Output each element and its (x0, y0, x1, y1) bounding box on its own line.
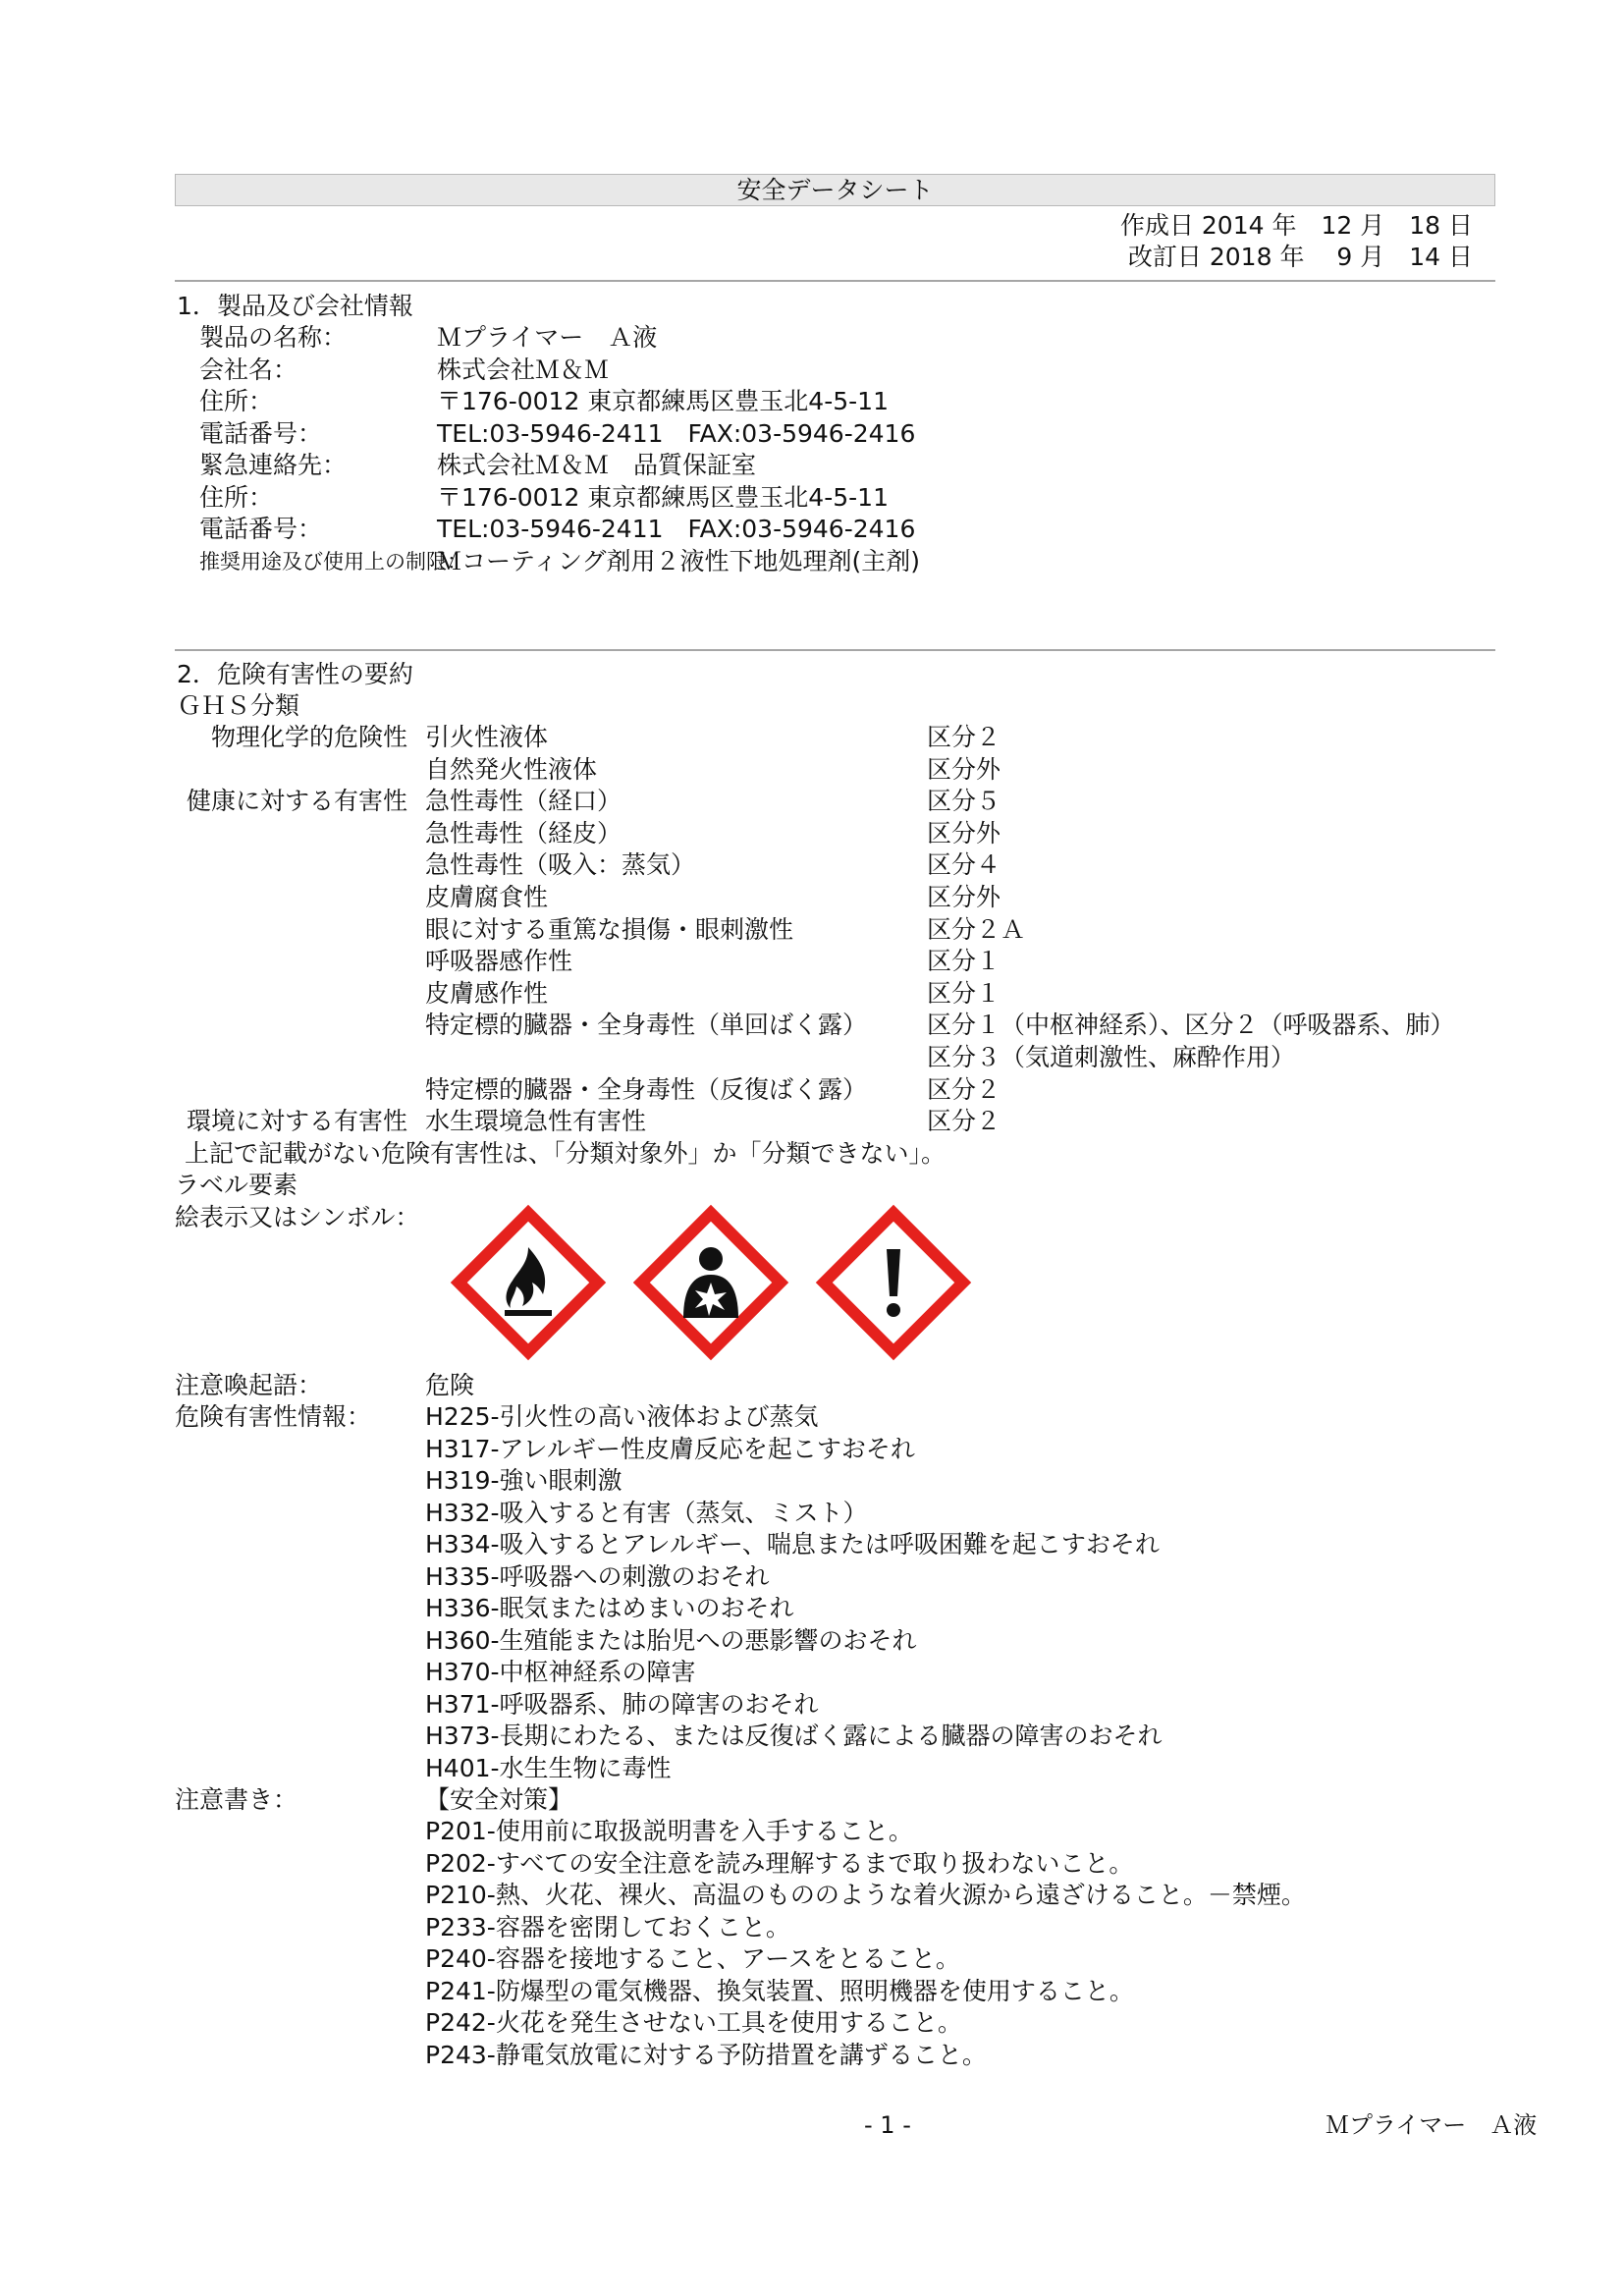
ghs-class-hazard: 眼に対する重篤な損傷・眼刺激性 (425, 914, 794, 944)
ghs-class-category: 区分外 (927, 754, 1001, 784)
ghs-class-category: 区分２ (927, 1074, 1001, 1104)
ghs-class-hazard: 皮膚腐食性 (425, 883, 549, 911)
precaution-label: 注意書き： (175, 1785, 298, 1814)
ghs-class-group: 環境に対する有害性 (186, 1107, 407, 1136)
company-info-value: 〒176-0012 東京都練馬区豊玉北4-5-11 (437, 482, 889, 512)
ghs-class-category: 区分３（気道刺激性、麻酔作用） (927, 1043, 1296, 1071)
precaution-statement: P210-熱、火花、裸火、高温のもののような着火源から遠ざけること。－禁煙。 (425, 1881, 1306, 1909)
document-title: 安全データシート (175, 174, 1495, 206)
hazard-statement: H225-引火性の高い液体および蒸気 (425, 1402, 819, 1431)
ghs-class-category: 区分２ (927, 1107, 1001, 1136)
precaution-statement: P242-火花を発生させない工具を使用すること。 (425, 2008, 962, 2037)
hazard-statement: H401-水生生物に毒性 (425, 1753, 672, 1782)
precaution-statement: P202-すべての安全注意を読み理解するまで取り扱わないこと。 (425, 1848, 1134, 1878)
revised-date: 改訂日 2018 年 9 月 14 日 (1127, 243, 1473, 271)
ghs-class-category: 区分外 (927, 818, 1001, 847)
hazard-info-label: 危険有害性情報： (175, 1402, 372, 1431)
ghs-class-hazard: 特定標的臓器・全身毒性（単回ばく露） (425, 1011, 868, 1040)
ghs-class-category: 区分２ (927, 723, 1001, 751)
ghs-class-hazard: 急性毒性（経皮） (425, 818, 622, 847)
ghs-class-category: 区分１（中枢神経系）、区分２（呼吸器系、肺） (927, 1011, 1455, 1040)
ghs-class-category: 区分２Ａ (927, 914, 1026, 944)
precaution-statement: P243-静電気放電に対する予防措置を講ずること。 (425, 2040, 987, 2069)
ghs-class-hazard: 呼吸器感作性 (425, 947, 573, 976)
pictogram-label: 絵表示又はシンボル： (175, 1203, 420, 1231)
signal-word: 危険 (425, 1371, 475, 1399)
ghs-class-hazard: 水生環境急性有害性 (425, 1107, 647, 1136)
precaution-statement: P201-使用前に取扱説明書を入手すること。 (425, 1817, 913, 1845)
flame-icon (450, 1204, 607, 1361)
company-info-value: TEL:03-5946-2411 FAX:03-5946-2416 (437, 515, 916, 543)
hazard-statement: H370-中枢神経系の障害 (425, 1658, 696, 1686)
company-info-label: 会社名： (199, 355, 298, 384)
precaution-statement: P233-容器を密閉しておくこと。 (425, 1912, 790, 1941)
ghs-class-hazard: 特定標的臓器・全身毒性（反復ばく露） (425, 1074, 868, 1104)
ghs-class-category: 区分４ (927, 850, 1001, 880)
divider (175, 649, 1495, 651)
precaution-statement: P241-防爆型の電気機器、換気装置、照明機器を使用すること。 (425, 1976, 1134, 2005)
company-info-label: 住所： (199, 482, 274, 512)
ghs-class-hazard: 引火性液体 (425, 723, 549, 751)
hazard-statement: H319-強い眼刺激 (425, 1466, 622, 1495)
ghs-class-hazard: 急性毒性（経口） (425, 787, 622, 816)
company-info-value: 株式会社Ｍ＆Ｍ (437, 355, 610, 384)
exclamation-icon (815, 1204, 972, 1361)
divider (175, 280, 1495, 282)
company-info-label: 住所： (199, 387, 274, 415)
company-info-value: 株式会社Ｍ＆Ｍ 品質保証室 (437, 451, 757, 479)
section1-heading: 1．製品及び会社情報 (177, 292, 413, 320)
health-hazard-icon (632, 1204, 789, 1361)
hazard-statement: H317-アレルギー性皮膚反応を起こすおそれ (425, 1434, 915, 1463)
company-info-value: TEL:03-5946-2411 FAX:03-5946-2416 (437, 418, 916, 448)
section2-heading: 2．危険有害性の要約 (177, 660, 413, 688)
precaution-statement: P240-容器を接地すること、アースをとること。 (425, 1944, 960, 1973)
company-info-value: Ｍプライマー Ａ液 (437, 323, 658, 352)
hazard-statement: H334-吸入するとアレルギー、喘息または呼吸困難を起こすおそれ (425, 1530, 1160, 1558)
precaution-heading: 【安全対策】 (425, 1785, 573, 1814)
signal-word-label: 注意喚起語： (175, 1371, 323, 1399)
hazard-statement: H335-呼吸器への刺激のおそれ (425, 1561, 770, 1591)
ghs-heading: ＧＨＳ分類 (177, 691, 300, 720)
page-number: - 1 - (864, 2111, 911, 2139)
created-date: 作成日 2014 年 12 月 18 日 (1119, 211, 1473, 240)
hazard-statement: H336-眠気またはめまいのおそれ (425, 1594, 794, 1622)
label-elements-heading: ラベル要素 (175, 1171, 298, 1199)
ghs-class-hazard: 皮膚感作性 (425, 978, 549, 1008)
ghs-class-category: 区分５ (927, 787, 1001, 816)
company-info-label: 推奨用途及び使用上の制限： (199, 549, 467, 574)
hazard-statement: H371-呼吸器系、肺の障害のおそれ (425, 1689, 819, 1719)
hazard-statement: H332-吸入すると有害（蒸気、ミスト） (425, 1498, 868, 1527)
ghs-class-category: 区分外 (927, 883, 1001, 911)
company-info-label: 電話番号： (199, 418, 323, 448)
company-info-label: 製品の名称： (199, 323, 348, 352)
company-info-value: 〒176-0012 東京都練馬区豊玉北4-5-11 (437, 387, 889, 415)
company-info-label: 緊急連絡先： (199, 451, 348, 479)
hazard-statement: H373-長期にわたる、または反復ばく露による臓器の障害のおそれ (425, 1722, 1163, 1750)
ghs-class-hazard: 急性毒性（吸入：蒸気） (425, 850, 696, 880)
ghs-class-hazard: 自然発火性液体 (425, 754, 598, 784)
ghs-class-category: 区分１ (927, 978, 1001, 1008)
footer-product-name: Ｍプライマー Ａ液 (1325, 2111, 1538, 2139)
company-info-label: 電話番号： (199, 515, 323, 543)
company-info-value: Ｍコーティング剤用２液性下地処理剤(主剤) (437, 546, 921, 575)
unclassified-note: 上記で記載がない危険有害性は、「分類対象外」か「分類できない」。 (185, 1139, 947, 1168)
ghs-class-category: 区分１ (927, 947, 1001, 976)
ghs-class-group: 健康に対する有害性 (186, 787, 407, 816)
hazard-statement: H360-生殖能または胎児への悪影響のおそれ (425, 1625, 917, 1655)
ghs-class-group: 物理化学的危険性 (210, 723, 407, 751)
